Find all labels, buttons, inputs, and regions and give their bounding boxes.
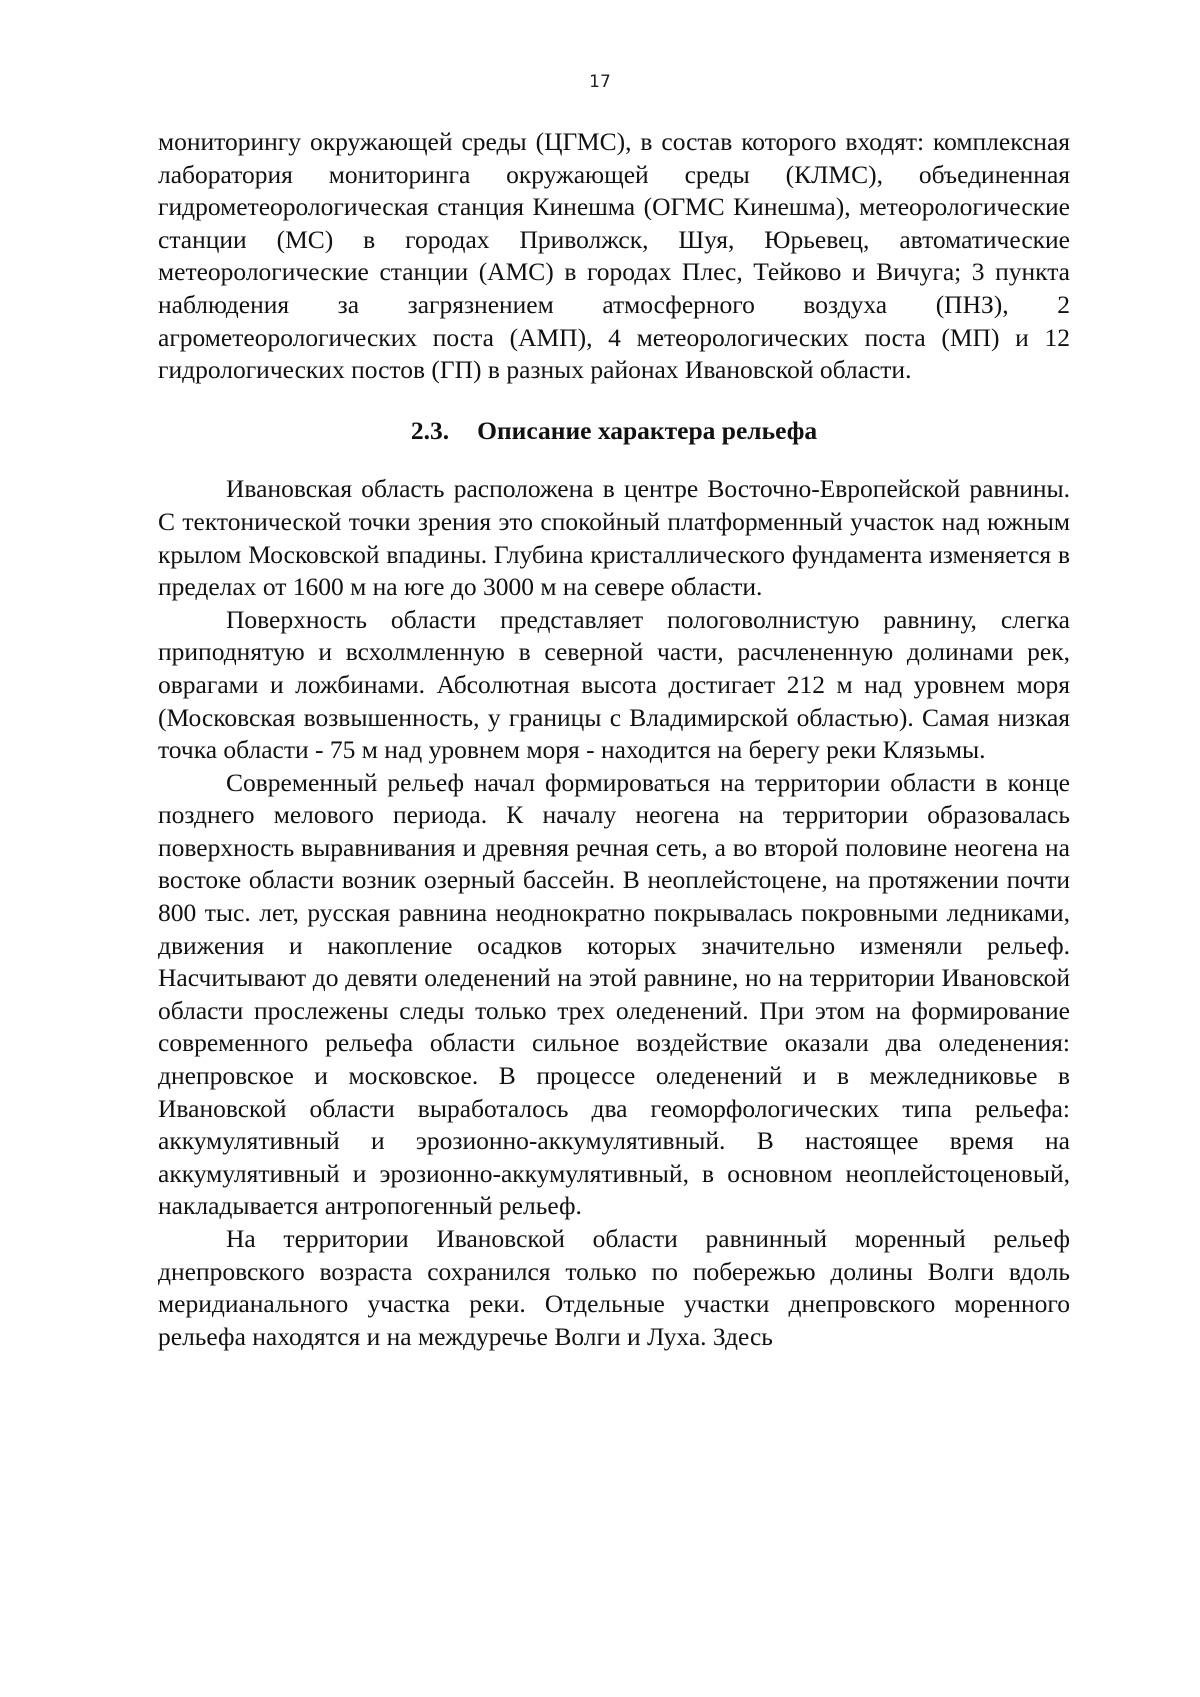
- paragraph-1: Ивановская область расположена в центре Восточно-Европейской равнины. С тектонической точки зрения это спокойный платформенный участок над южным крылом Московской впадины. Глубина кристаллического фундамента изменяется в пределах от 1600 м на юге до 3000 м на севере области.: [158, 474, 1070, 602]
- page-number: 17: [589, 72, 611, 92]
- section-number: 2.3.: [410, 415, 450, 445]
- section-title: Описание характера рельефа: [477, 415, 818, 445]
- text-body: [158, 126, 1070, 1353]
- paragraph-4: На территории Ивановской области равнинный моренный рельеф днепровского возраста сохранился только по побережью долины Волги вдоль меридианального участка реки. Отдельные участки днепровского моренного рельефа находятся и на междуречье Волги и Луха. Здесь: [158, 1224, 1070, 1351]
- paragraph-continuation: мониторингу окружающей среды (ЦГМС), в состав которого входят: комплексная лаборатория мониторинга окружающей среды (КЛМС), объединенная гидрометеорологическая станция Кинешма (ОГМС Кинешма), метеорологические станции (МС) в городах Приволжск, Шуя, Юрьевец, автоматические метеорологические станции (АМС) в городах Плес, Тейково и Вичуга; 3 пункта наблюдения за загрязнением атмосферного воздуха (ПНЗ), 2 агрометеорологических поста (АМП), 4 метеорологических поста (МП) и 12 гидрологических постов (ГП) в разных районах Ивановской области.: [158, 127, 1070, 385]
- paragraph-2: Поверхность области представляет пологоволнистую равнину, слегка приподнятую и всхолмленную в северной части, расчлененную долинами рек, оврагами и ложбинами. Абсолютная высота достигает 212 м над уровнем моря (Московская возвышенность, у границы с Владимирской областью). Самая низкая точка области - 75 м над уровнем моря - находится на берегу реки Клязьмы.: [158, 604, 1070, 765]
- section-heading: [158, 415, 1070, 448]
- paragraph-3: Современный рельеф начал формироваться на территории области в конце позднего мелового периода. К началу неогена на территории образовалась поверхность выравнивания и древняя речная сеть, а во второй половине неогена на востоке области возник озерный бассейн. В неоплейстоцене, на протяжении почти 800 тыс. лет, русская равнина неоднократно покрывалась покровными ледниками, движения и накопление осадков которых значительно изменяли рельеф. Насчитывают до девяти оледенений на этой равнине, но на территории Ивановской области прослежены следы только трех оледенений. При этом на формирование современного рельефа области сильное воздействие оказали два оледенения: днепровское и московское. В процессе оледенений и в межледниковье в Ивановской области выработалось два геоморфологических типа рельефа: аккумулятивный и эрозионно-аккумулятивный. В настоящее время на аккумулятивный и эрозионно-аккумулятивный, в основном неоплейстоценовый, накладывается антропогенный рельеф.: [158, 767, 1070, 1221]
